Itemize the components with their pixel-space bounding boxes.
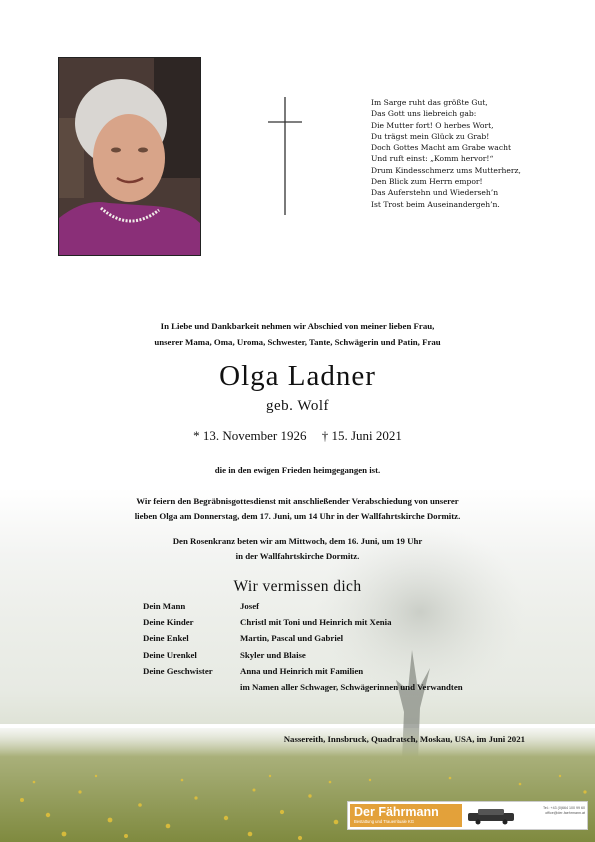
- rosary-line-2: in der Wallfahrtskirche Dormitz.: [235, 551, 360, 561]
- relation-names: Christl mit Toni und Heinrich mit Xenia: [240, 617, 392, 628]
- list-item: [143, 650, 563, 666]
- maiden-name: geb. Wolf: [265, 398, 329, 414]
- passing-line: die in den ewigen Frieden heimgegangen ist.: [214, 465, 381, 475]
- logo-contact: [521, 806, 585, 816]
- deceased-name: Olga Ladner: [219, 360, 376, 392]
- funeral-line-1: Wir feiern den Begräbnisgottesdienst mit anschließender Verabschiedung von unserer: [136, 496, 459, 506]
- portrait-photo: [58, 57, 201, 256]
- passing-text: [30, 463, 565, 478]
- memorial-poem: [371, 97, 571, 210]
- intro-text: [40, 318, 555, 350]
- poem-line: Die Mutter fort! O herbes Wort,: [371, 120, 494, 130]
- poem-line: Das Auferstehn und Wiederseh’n: [371, 188, 499, 198]
- logo-subtitle: Bestattung und Trauerrituale KG: [354, 819, 415, 824]
- poem-line: Drum Kindesschmerz ums Mutterherz,: [371, 165, 521, 175]
- mourners-list: [143, 601, 563, 698]
- logo-email: office@der-faehrmann.at: [545, 811, 585, 815]
- relation-names: im Namen aller Schwager, Schwägerinnen und Verwandten: [240, 681, 463, 692]
- list-item: [143, 633, 563, 649]
- relation-names: Anna und Heinrich mit Familien: [240, 665, 364, 676]
- death-date: † 15. Juni 2021: [321, 428, 402, 443]
- hearse-icon: [466, 806, 518, 826]
- list-item: [143, 617, 563, 633]
- list-item: [143, 666, 563, 682]
- poem-line: Doch Gottes Macht am Grabe wacht: [371, 143, 512, 153]
- life-dates: [0, 428, 595, 444]
- intro-line-2: unserer Mama, Oma, Uroma, Schwester, Tante, Schwägerin und Patin, Frau: [154, 337, 441, 347]
- poem-line: Und ruft einst: „Komm hervor!“: [371, 154, 494, 164]
- poem-line: Das Gott uns liebreich gab:: [371, 109, 477, 119]
- place-and-date: Nassereith, Innsbruck, Quadratsch, Moskau, USA, im Juni 2021: [283, 734, 525, 744]
- relation-label: Deine Urenkel: [143, 649, 197, 660]
- poem-line: Im Sarge ruht das größte Gut,: [371, 98, 488, 107]
- relation-label: Dein Mann: [143, 601, 186, 611]
- relation-label: Deine Kinder: [143, 617, 194, 628]
- funeral-line-2: lieben Olga am Donnerstag, dem 17. Juni, um 14 Uhr in der Wallfahrtskirche Dormitz.: [134, 511, 461, 521]
- portrait-illustration: [59, 58, 200, 255]
- poem-line: Du trägst mein Glück zu Grab!: [371, 131, 490, 141]
- logo-brand-name: Der Fährmann: [354, 805, 439, 819]
- funeral-info: [30, 494, 565, 524]
- poem-line: Den Blick zum Herrn empor!: [371, 177, 483, 187]
- cross-icon: [266, 97, 304, 217]
- rosary-info: [30, 534, 565, 564]
- list-item: [143, 601, 563, 617]
- relation-names: Martin, Pascal und Gabriel: [240, 633, 344, 644]
- logo-phone: Tel.: +43 (0)664 100 99 60: [542, 806, 585, 810]
- list-item: [143, 682, 563, 698]
- birth-date: * 13. November 1926: [193, 428, 307, 443]
- mourners-title: Wir vermissen dich: [233, 578, 362, 595]
- relation-label: Deine Geschwister: [143, 665, 213, 676]
- poem-line: Ist Trost beim Auseinandergeh’n.: [371, 199, 500, 209]
- rosary-line-1: Den Rosenkranz beten wir am Mittwoch, dem 16. Juni, um 19 Uhr: [172, 536, 423, 546]
- relation-label: Deine Enkel: [143, 633, 189, 644]
- logo-brand-block: [350, 804, 462, 827]
- relation-names: Josef: [240, 601, 260, 611]
- intro-line-1: In Liebe und Dankbarkeit nehmen wir Abschied von meiner lieben Frau,: [160, 321, 435, 331]
- relation-names: Skyler und Blaise: [240, 649, 306, 660]
- funeral-home-logo: [347, 801, 588, 830]
